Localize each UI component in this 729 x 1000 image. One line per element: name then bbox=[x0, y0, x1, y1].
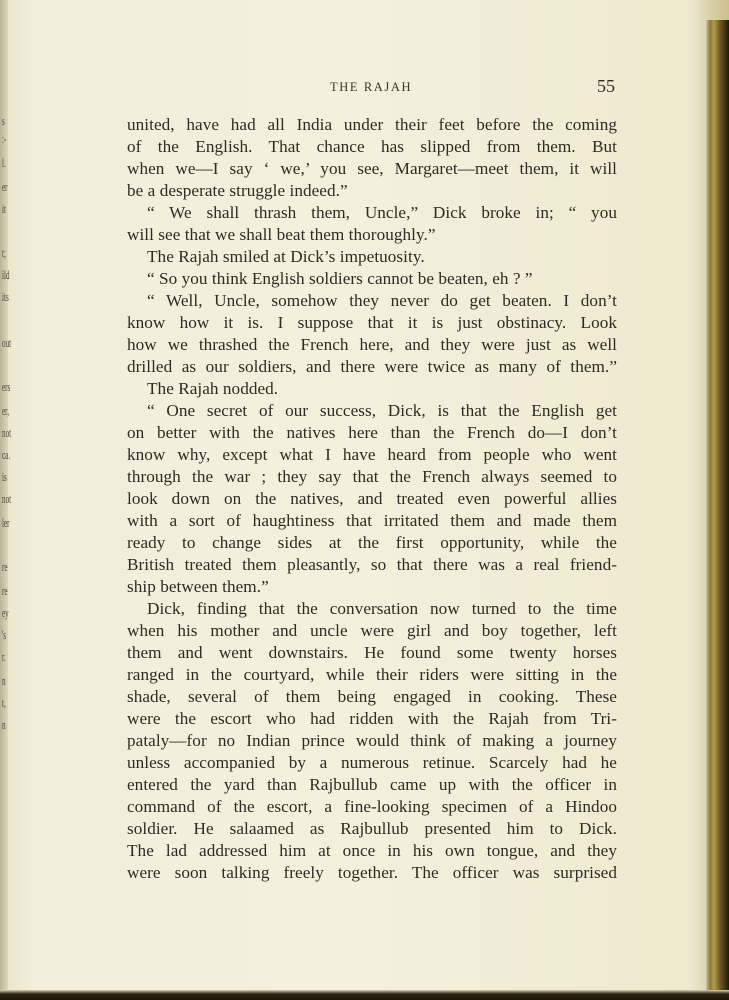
text-line: look down on the natives, and treated even powerful allies bbox=[127, 489, 617, 508]
text-line: when we—I say ‘ we,’ you see, Margaret—meet them, it will bbox=[127, 159, 617, 178]
text-line: ship between them.” bbox=[127, 577, 269, 596]
text-line: were the escort who had ridden with the Rajah from Tri- bbox=[127, 709, 617, 728]
facing-fragment: ey bbox=[2, 605, 9, 620]
text-line: entered the yard than Rajbullub came up with the officer in bbox=[127, 775, 617, 794]
facing-fragment: it bbox=[2, 201, 6, 216]
text-line: how we thrashed the French here, and they were just as well bbox=[127, 335, 617, 354]
facing-fragment: out bbox=[2, 335, 12, 350]
text-line: The lad addressed him at once in his own tongue, and they bbox=[127, 841, 617, 860]
text-line: know how it is. I suppose that it is just obstinacy. Look bbox=[127, 313, 617, 332]
text-line: united, have had all India under their feet before the coming bbox=[127, 115, 617, 134]
page-number: 55 bbox=[597, 76, 615, 96]
facing-fragment: t, bbox=[2, 695, 6, 710]
text-line: through the war ; they say that the French always seemed to bbox=[127, 467, 617, 486]
text-line: will see that we shall beat them thoroughly.” bbox=[127, 225, 436, 244]
text-line: were soon talking freely together. The officer was surprised bbox=[127, 863, 617, 882]
text-line: know why, except what I have heard from people who went bbox=[127, 445, 617, 464]
facing-page-margin bbox=[0, 0, 24, 1000]
text-line: ranged in the courtyard, while their riders were sitting in the bbox=[127, 665, 617, 684]
text-line: shade, several of them being engaged in cooking. These bbox=[127, 687, 617, 706]
facing-fragment: r. bbox=[2, 649, 6, 664]
text-line: The Rajah nodded. bbox=[147, 379, 279, 398]
bottom-page-edge bbox=[0, 990, 729, 1000]
facing-fragment: re bbox=[2, 583, 8, 598]
text-line: of the English. That chance has slipped from them. But bbox=[127, 137, 617, 156]
text-line: unless accompanied by a numerous retinue. Scarcely had he bbox=[127, 753, 617, 772]
text-line: “ So you think English soldiers cannot be beaten, eh ? ” bbox=[147, 269, 533, 288]
spine-top-edge bbox=[706, 0, 729, 20]
facing-fragment: re bbox=[2, 559, 8, 574]
facing-fragment: n bbox=[2, 673, 6, 688]
text-line: British treated them pleasantly, so that there was a real friend- bbox=[127, 555, 617, 574]
text-line: pataly—for no Indian prince would think of making a journey bbox=[127, 731, 617, 750]
facing-fragment: n bbox=[2, 717, 6, 732]
facing-fragment: er bbox=[2, 179, 8, 194]
facing-fragment: ca. bbox=[2, 447, 11, 462]
text-line: ready to change sides at the first opportunity, while the bbox=[127, 533, 617, 552]
facing-fragment: ler bbox=[2, 515, 10, 530]
facing-fragment: not bbox=[2, 425, 12, 440]
text-line: The Rajah smiled at Dick’s impetuosity. bbox=[147, 247, 425, 266]
facing-fragment: l. bbox=[2, 155, 6, 170]
running-title: THE RAJAH bbox=[330, 80, 413, 94]
facing-fragment: is bbox=[2, 469, 7, 484]
facing-fragment: its bbox=[2, 289, 9, 304]
text-line: be a desperate struggle indeed.” bbox=[127, 181, 348, 200]
text-line: command of the escort, a fine-looking specimen of a Hindoo bbox=[127, 797, 617, 816]
text-line: drilled as our soldiers, and there were twice as many of them.” bbox=[127, 357, 617, 376]
facing-fragment: not bbox=[2, 491, 12, 506]
text-line: when his mother and uncle were girl and boy together, left bbox=[127, 621, 617, 640]
text-line: “ One secret of our success, Dick, is that the English get bbox=[147, 401, 617, 420]
text-line: with a sort of haughtiness that irritated them and made them bbox=[127, 511, 617, 530]
text-line: Dick, finding that the conversation now turned to the time bbox=[147, 599, 617, 618]
facing-fragment: 's bbox=[2, 627, 7, 642]
text-line: “ Well, Uncle, somehow they never do get beaten. I don’t bbox=[147, 291, 617, 310]
facing-fragment: :- bbox=[2, 131, 7, 146]
body-text bbox=[127, 114, 617, 884]
facing-fragment: ers bbox=[2, 379, 11, 394]
text-line: soldier. He salaamed as Rajbullub presented him to Dick. bbox=[127, 819, 617, 838]
facing-fragment: er, bbox=[2, 403, 10, 418]
facing-fragment: ild bbox=[2, 267, 10, 282]
facing-fragment: s bbox=[2, 113, 5, 128]
book-spine-edge bbox=[706, 20, 729, 990]
text-line: “ We shall thrash them, Uncle,” Dick broke in; “ you bbox=[147, 203, 617, 222]
running-header bbox=[127, 76, 617, 100]
text-line: them and went downstairs. He found some twenty horses bbox=[127, 643, 617, 662]
facing-fragment: t; bbox=[2, 245, 6, 260]
text-line: on better with the natives here than the French do—I don’t bbox=[127, 423, 617, 442]
